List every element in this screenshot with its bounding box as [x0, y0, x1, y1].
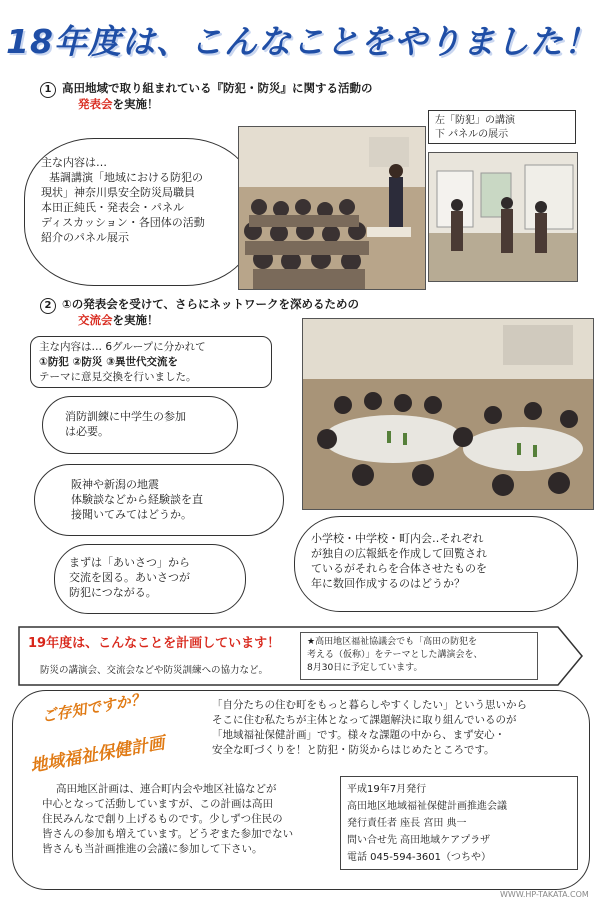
colophon-line: 発行責任者 座長 宮田 典一: [347, 818, 467, 829]
panel-photo: [428, 152, 578, 282]
page-title: 18年度は、こんなことをやりました！: [6, 22, 598, 61]
plan-note: [300, 632, 538, 680]
bubble-line: 紹介のパネル展示: [41, 231, 129, 244]
cloud-line: ているがそれらを合体させたものを: [311, 562, 487, 575]
discussion-photo: [302, 318, 594, 510]
cloud-line: 交流を図る。あいさつが: [69, 571, 190, 584]
section1-number: 1: [40, 82, 56, 98]
section1-contents-bubble: [24, 138, 256, 286]
cloud-line: 年に数回作成するのはどうか？: [311, 577, 465, 590]
plan-text: 防災の講演会、交流会などや防災訓練への協力など。: [40, 665, 269, 676]
info-side-title: 地域福祉保健計画: [28, 733, 167, 777]
cloud-line: 消防訓練に中学生の参加: [65, 410, 186, 423]
section2-topics-box: [30, 336, 272, 388]
section2-event: 交流会: [78, 313, 113, 327]
opinion-cloud-4: [294, 516, 578, 612]
caption-line: 左「防犯」の講演: [435, 115, 515, 126]
cloud-line: が独自の広報紙を作成して回覧され: [311, 547, 487, 560]
body-line: 皆さんも当計画推進の会議に参加して下さい。: [42, 843, 263, 855]
section2-line1: ①の発表会を受けて、さらにネットワークを深めるための: [62, 297, 360, 311]
bubble-line: 主な内容は…: [41, 156, 107, 169]
section2-number: 2: [40, 298, 56, 314]
colophon-box: [340, 776, 578, 870]
topics-line: ①防犯 ②防災 ③異世代交流を: [39, 356, 178, 368]
note-line: 考える（仮称）」をテーマとした講演会を、: [307, 650, 483, 660]
caption-line: 下 パネルの展示: [435, 129, 509, 140]
colophon-line: 高田地区地域福祉保健計画推進会議: [347, 801, 507, 812]
note-line: ★高田地区福祉協議会でも「高田の防犯を: [307, 637, 478, 647]
section2-subheading: [78, 312, 159, 328]
intro-line: 「自分たちの住む町をもっと暮らしやすくしたい」という思いから: [212, 699, 527, 711]
section2-event-suffix: を実施！: [112, 313, 159, 327]
cloud-line: 阪神や新潟の地震: [71, 478, 159, 491]
info-body: [42, 782, 293, 857]
footer-mark: WWW.HP-TAKATA.COM: [500, 890, 589, 899]
intro-line: 安全な町づくりを！と防犯・防災からはじめたところです。: [212, 744, 495, 756]
bubble-line: 本田正純氏・発表会・パネル: [41, 201, 184, 214]
body-line: 皆さんの参加も増えています。どうぞまた参加でない: [42, 828, 294, 840]
section1-line1: 高田地域で取り組まれている『防犯・防災』に関する活動の: [62, 81, 373, 95]
cloud-line: 体験談などから経験談を直: [71, 493, 203, 506]
cloud-line: 防犯につながる。: [69, 586, 157, 599]
intro-line: そこに住む私たちが主体となって課題解決に取り組んでいるのが: [212, 714, 517, 726]
opinion-cloud-3: [54, 544, 246, 614]
lecture-photo: [238, 126, 426, 290]
opinion-cloud-1: [42, 396, 238, 454]
cloud-line: 接聞いてみてはどうか。: [71, 508, 192, 521]
opinion-cloud-2: [34, 464, 284, 536]
section1-event: 発表会: [78, 97, 113, 111]
cloud-line: まずは「あいさつ」から: [69, 556, 190, 569]
cloud-line: 小学校・中学校・町内会‥それぞれ: [311, 532, 484, 545]
topics-line: 主な内容は… 6グループに分かれて: [39, 341, 206, 353]
cloud-line: は必要。: [65, 425, 109, 438]
intro-line: 「地域福祉保健計画」です。様々な課題の中から、まず安心・: [212, 729, 506, 741]
section1-subheading: [78, 96, 159, 112]
topics-line: テーマに意見交換を行いました。: [39, 371, 197, 383]
body-line: 高田地区計画は、連合町内会や地区社協などが: [56, 783, 277, 795]
note-line: 8月30日に予定しています。: [307, 663, 423, 673]
bubble-line: ディスカッション・各団体の活動: [41, 216, 205, 229]
bubble-line: 現状」神奈川県安全防災局職員: [41, 186, 195, 199]
colophon-line: 電話 045-594-3601（つちや）: [347, 852, 492, 863]
bubble-line: 基調講演「地域における防犯の: [49, 171, 203, 184]
info-side-question: ご存知ですか？: [40, 689, 147, 726]
plan-heading: 19年度は、こんなことを計画しています！: [28, 636, 281, 651]
photo-caption: [428, 110, 576, 144]
section1-event-suffix: を実施！: [112, 97, 159, 111]
body-line: 住民みんなで創り上げるものです。少しずつ住民の: [42, 813, 283, 825]
colophon-line: 平成19年7月発行: [347, 784, 427, 795]
body-line: 中心となって活動していますが、この計画は高田: [42, 798, 273, 810]
info-intro: [212, 698, 527, 758]
colophon-line: 問い合せ先 高田地域ケアプラザ: [347, 835, 491, 846]
